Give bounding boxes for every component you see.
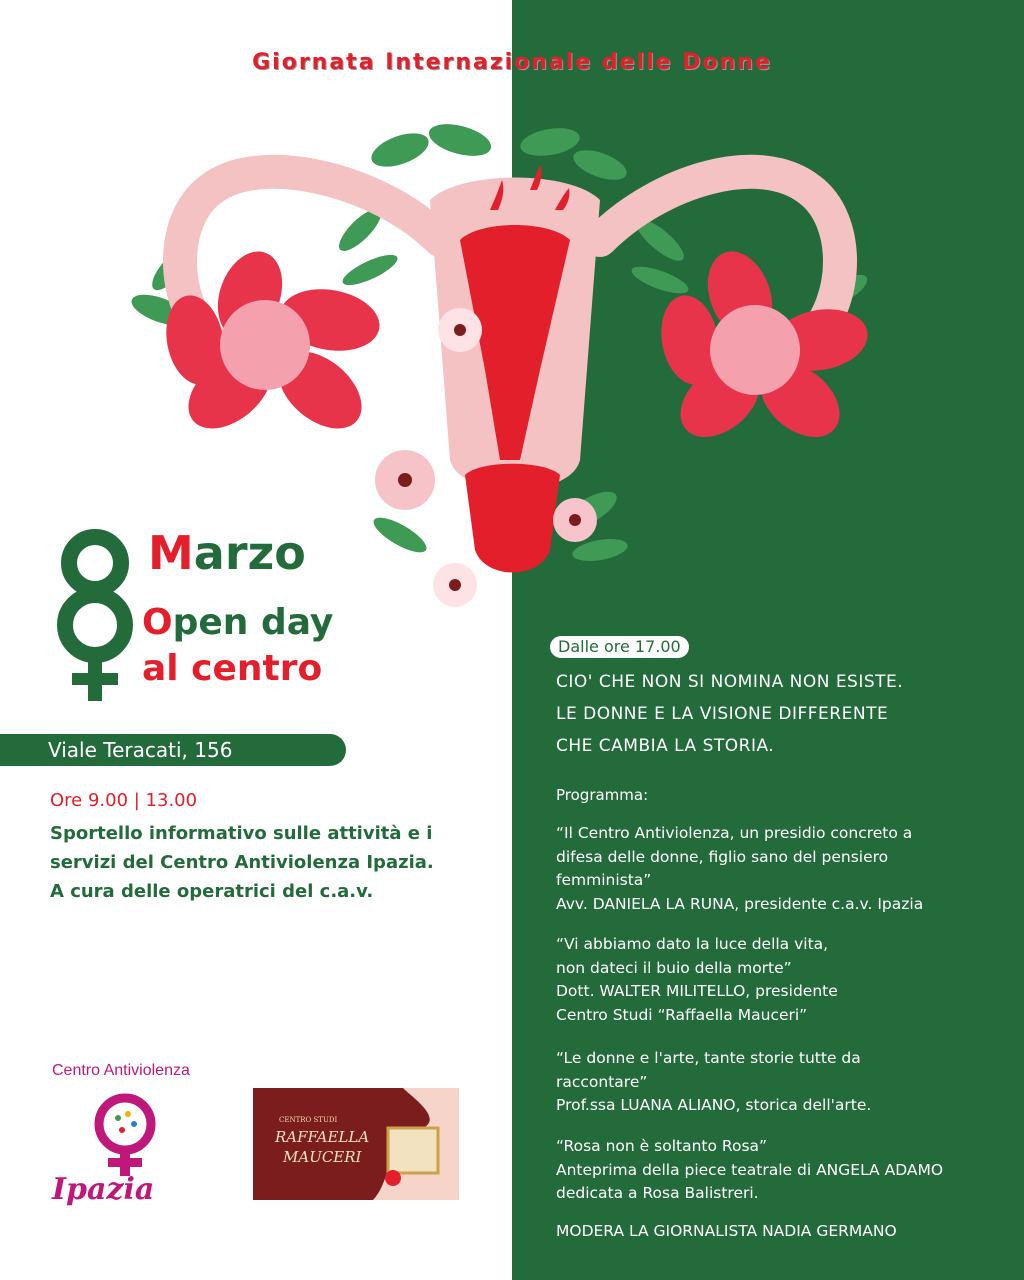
date-month: Marzo (148, 526, 306, 580)
ipazia-name: Ipazia (52, 1172, 155, 1207)
program-talk (556, 933, 996, 1027)
morning-line: servizi del Centro Antiviolenza Ipazia. (50, 851, 434, 873)
mauceri-name-line2: MAUCERI (283, 1148, 362, 1166)
talk-line: difesa delle donne, figlio sano del pensiero (556, 847, 889, 866)
address-banner: Viale Teracati, 156 (0, 734, 346, 766)
talk-line: femminista” (556, 871, 652, 889)
program-talk (556, 822, 996, 916)
talk-line: Dott. WALTER MILITELLO, presidente (556, 982, 838, 1000)
talk-line: non dateci il buio della morte” (556, 958, 792, 977)
al-centro-label: al centro (142, 648, 323, 689)
talk-line: Anteprima della piece teatrale di ANGELA ADAMO (556, 1160, 944, 1179)
slogan-line: CHE CAMBIA LA STORIA. (556, 736, 775, 756)
program-talk (556, 1135, 996, 1206)
time-badge: Dalle ore 17.00 (550, 636, 689, 658)
program-label: Programma: (556, 786, 649, 804)
open-day-label: Open day (142, 602, 334, 643)
cav-label: Centro Antiviolenza (52, 1062, 190, 1079)
talk-line: “Il Centro Antiviolenza, un presidio concreto a (556, 824, 913, 842)
talk-line: Prof.ssa LUANA ALIANO, storica dell'arte. (556, 1096, 872, 1114)
female-symbol-8 (50, 525, 140, 705)
slogan (556, 666, 996, 762)
mauceri-logo (253, 1088, 459, 1200)
slogan-line: CIO' CHE NON SI NOMINA NON ESISTE. (556, 672, 904, 692)
talk-line: Avv. DANIELA LA RUNA, presidente c.a.v. Ipazia (556, 894, 924, 913)
mauceri-small-label: CENTRO STUDI (279, 1116, 338, 1124)
morning-line: A cura delle operatrici del c.a.v. (50, 880, 374, 902)
event-title: Giornata Internazionale delle Donne (252, 50, 772, 75)
talk-line: dedicata a Rosa Balistreri. (556, 1184, 759, 1202)
morning-description (50, 820, 490, 906)
talk-line: “Vi abbiamo dato la luce della vita, (556, 935, 829, 953)
slogan-line: LE DONNE E LA VISIONE DIFFERENTE (556, 704, 889, 724)
talk-line: “Le donne e l'arte, tante storie tutte da (556, 1049, 861, 1067)
talk-line: “Rosa non è soltanto Rosa” (556, 1137, 768, 1155)
talk-line: Centro Studi “Raffaella Mauceri” (556, 1005, 808, 1024)
program-talk (556, 1047, 996, 1118)
morning-line: Sportello informativo sulle attività e i (50, 823, 433, 844)
moderator-line: MODERA LA GIORNALISTA NADIA GERMANO (556, 1222, 897, 1240)
morning-hours: Ore 9.00 | 13.00 (50, 790, 198, 811)
mauceri-name-line1: RAFFAELLA (275, 1128, 370, 1146)
talk-line: raccontare” (556, 1072, 648, 1091)
